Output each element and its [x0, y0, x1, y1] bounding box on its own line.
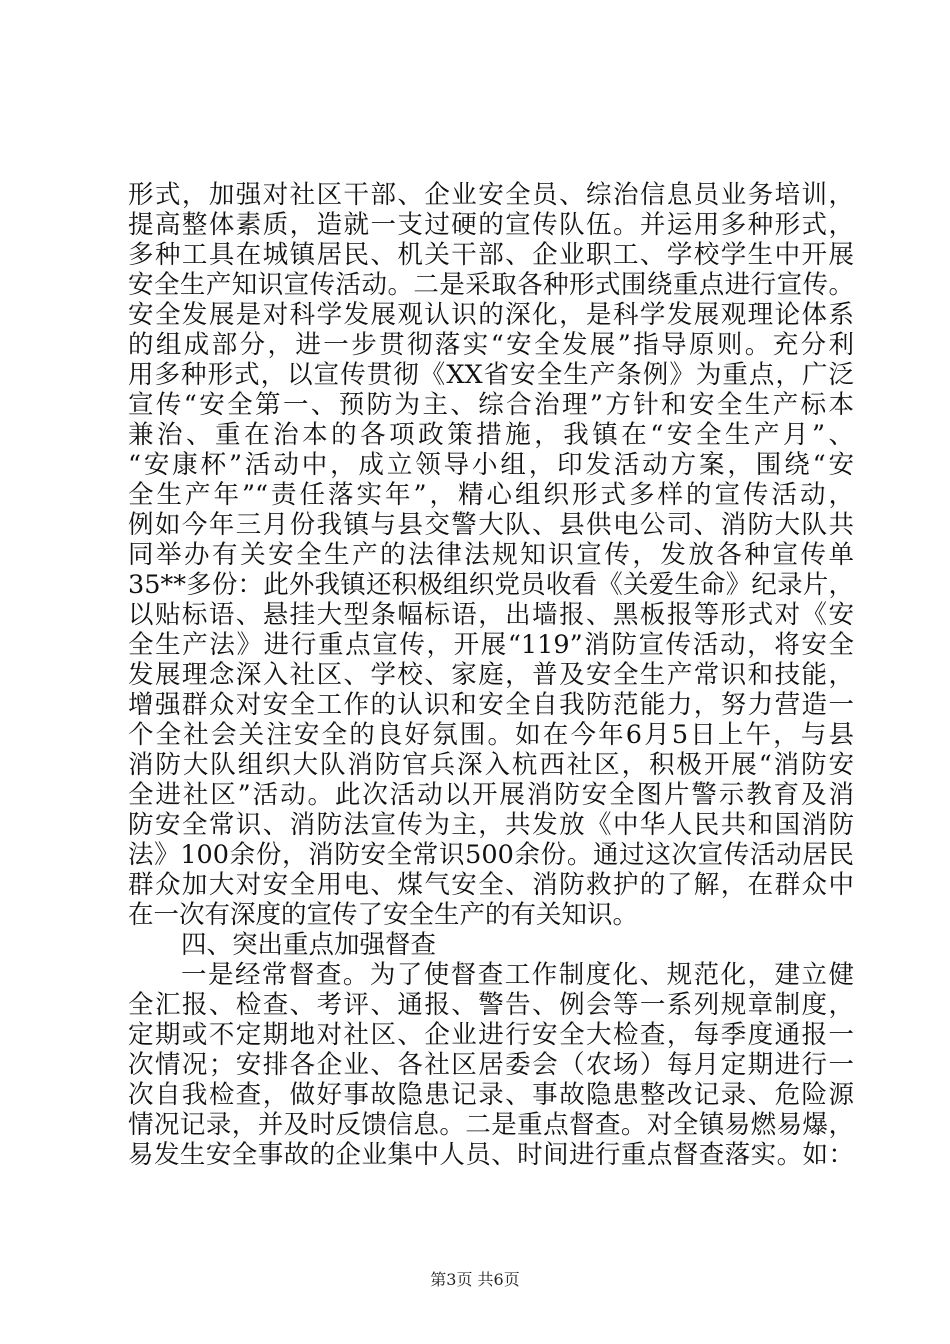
- text-line: 群众加大对安全用电、煤气安全、消防救护的了解，在群众中: [128, 870, 854, 900]
- text-line: 消防大队组织大队消防官兵深入杭西社区，积极开展“消防安: [128, 750, 854, 780]
- text-line: 易发生安全事故的企业集中人员、时间进行重点督查落实。如：: [128, 1140, 854, 1170]
- text-line: 法》100余份，消防安全常识500余份。通过这次宣传活动居民: [128, 840, 854, 870]
- text-line: 例如今年三月份我镇与县交警大队、县供电公司、消防大队共: [128, 510, 854, 540]
- text-line: 安全生产知识宣传活动。二是采取各种形式围绕重点进行宣传。: [128, 270, 854, 300]
- text-line: “安康杯”活动中，成立领导小组，印发活动方案，围绕“安: [128, 450, 854, 480]
- text-line: 多种工具在城镇居民、机关干部、企业职工、学校学生中开展: [128, 240, 854, 270]
- text-line: 全汇报、检查、考评、通报、警告、例会等一系列规章制度，: [128, 990, 854, 1020]
- text-line: 防安全常识、消防法宣传为主，共发放《中华人民共和国消防: [128, 810, 854, 840]
- text-line: 宣传“安全第一、预防为主、综合治理”方针和安全生产标本: [128, 390, 854, 420]
- text-line: 提高整体素质，造就一支过硬的宣传队伍。并运用多种形式，: [128, 210, 854, 240]
- paragraph-first-line: 一是经常督查。为了使督查工作制度化、规范化，建立健: [181, 960, 854, 990]
- text-line: 兼治、重在治本的各项政策措施，我镇在“安全生产月”、: [128, 420, 854, 450]
- text-line: 安全发展是对科学发展观认识的深化，是科学发展观理论体系: [128, 300, 854, 330]
- text-line: 全生产年”“责任落实年”，精心组织形式多样的宣传活动，: [128, 480, 854, 510]
- text-line: 情况记录，并及时反馈信息。二是重点督查。对全镇易燃易爆，: [128, 1110, 854, 1140]
- section-heading: 四、突出重点加强督查: [181, 930, 437, 960]
- text-line: 次自我检查，做好事故隐患记录、事故隐患整改记录、危险源: [128, 1080, 854, 1110]
- paragraph-end-line: 在一次有深度的宣传了安全生产的有关知识。: [128, 900, 639, 930]
- text-line: 次情况；安排各企业、各社区居委会（农场）每月定期进行一: [128, 1050, 854, 1080]
- text-line: 用多种形式，以宣传贯彻《XX省安全生产条例》为重点，广泛: [128, 360, 854, 390]
- text-line: 35**多份：此外我镇还积极组织党员收看《关爱生命》纪录片，: [128, 570, 854, 600]
- text-line: 全进社区”活动。此次活动以开展消防安全图片警示教育及消: [128, 780, 854, 810]
- text-line: 以贴标语、悬挂大型条幅标语，出墙报、黑板报等形式对《安: [128, 600, 854, 630]
- text-line: 同举办有关安全生产的法律法规知识宣传，发放各种宣传单: [128, 540, 854, 570]
- text-line: 增强群众对安全工作的认识和安全自我防范能力，努力营造一: [128, 690, 854, 720]
- text-line: 发展理念深入社区、学校、家庭，普及安全生产常识和技能，: [128, 660, 854, 690]
- text-line: 的组成部分，进一步贯彻落实“安全发展”指导原则。充分利: [128, 330, 854, 360]
- text-line: 个全社会关注安全的良好氛围。如在今年6月5日上午，与县: [128, 720, 854, 750]
- text-line: 全生产法》进行重点宣传，开展“119”消防宣传活动，将安全: [128, 630, 854, 660]
- text-line: 定期或不定期地对社区、企业进行安全大检查，每季度通报一: [128, 1020, 854, 1050]
- text-line: 形式，加强对社区干部、企业安全员、综治信息员业务培训，: [128, 180, 854, 210]
- page-number-footer: 第3页 共6页: [430, 1270, 520, 1289]
